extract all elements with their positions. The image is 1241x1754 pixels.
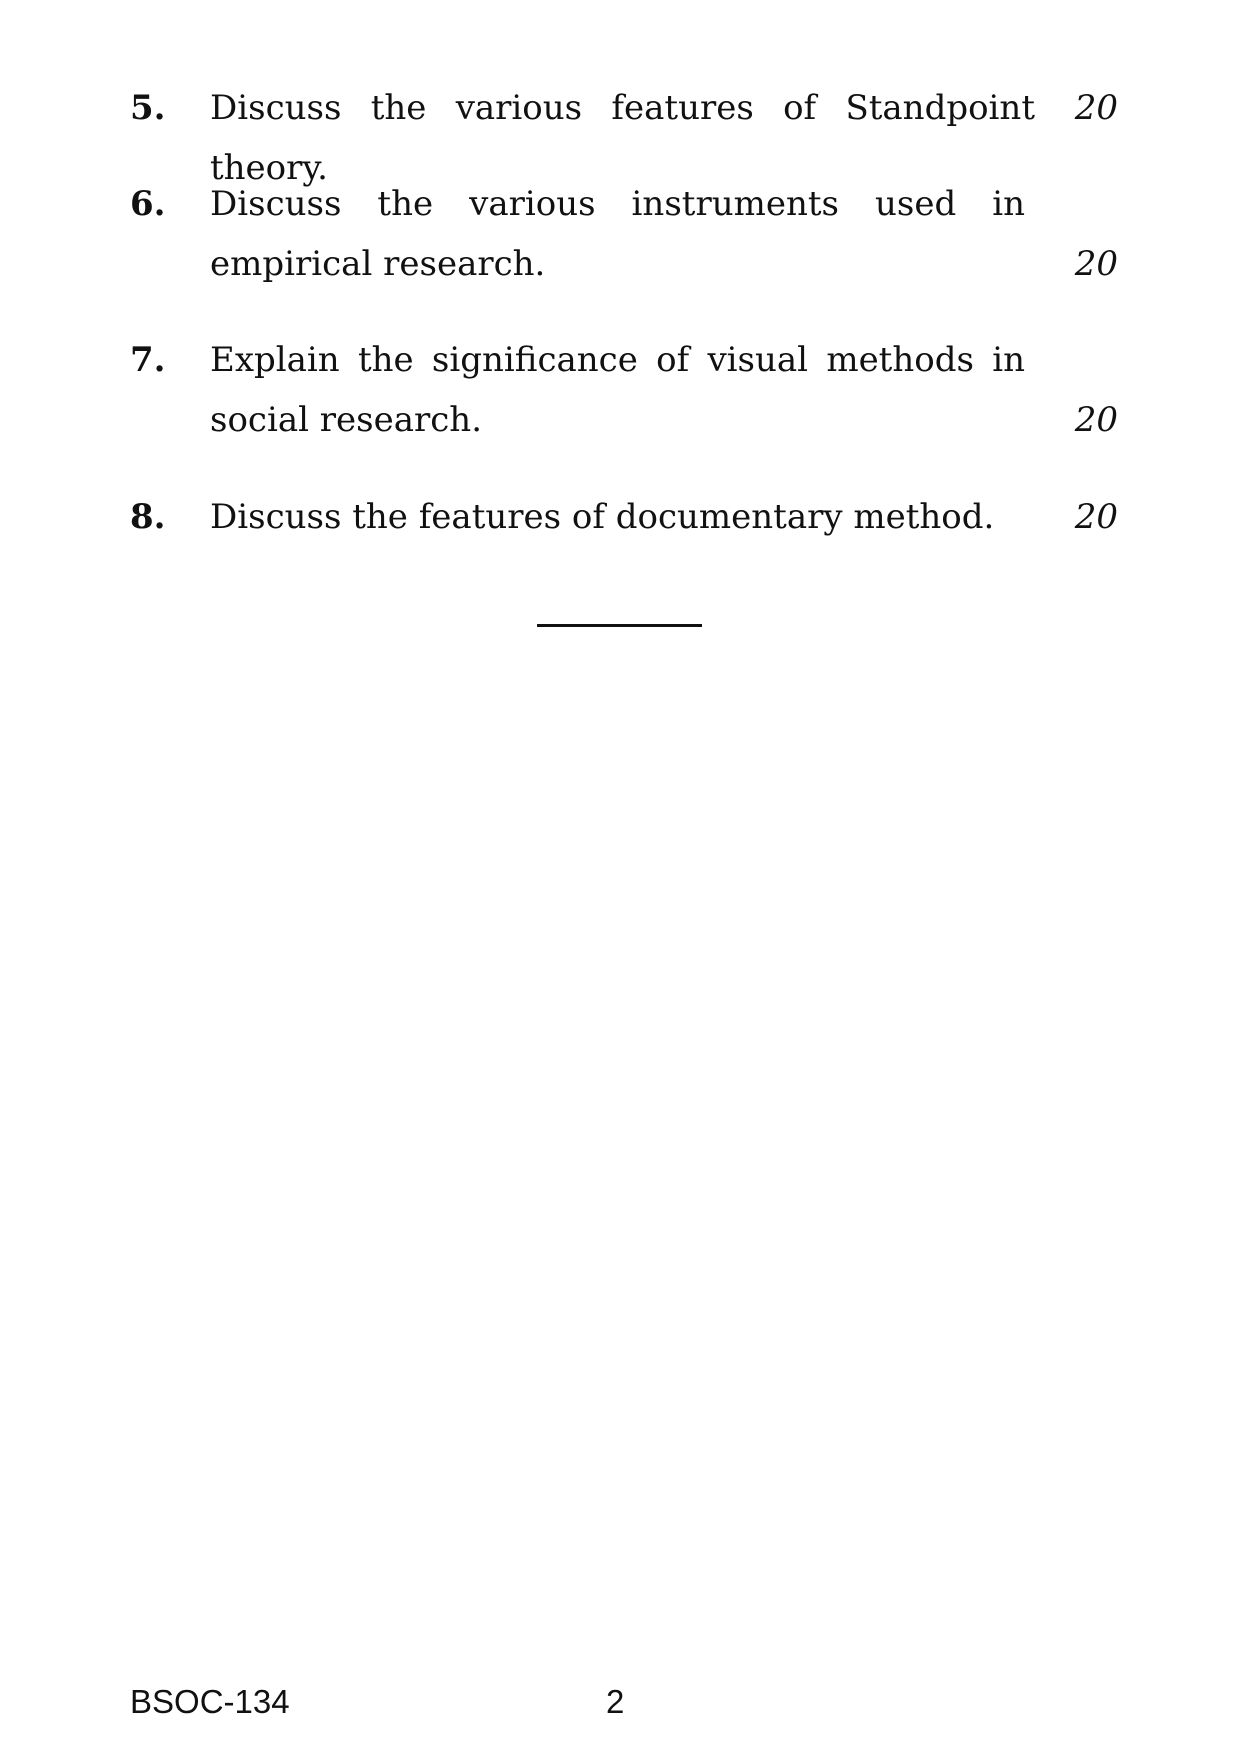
question-line: Discuss the various features of Standpoint theory. [210, 88, 1035, 188]
question-number: 5. [130, 88, 166, 128]
question-text [210, 330, 1025, 450]
question-line: social research. [210, 400, 482, 440]
question-number: 7. [130, 340, 166, 380]
page-number: 2 [606, 1683, 625, 1720]
question-marks: 20 [1074, 88, 1118, 128]
question-number: 8. [130, 497, 166, 537]
question-line: Explain the significance of visual methods in [210, 340, 1025, 380]
course-code: BSOC-134 [130, 1683, 290, 1720]
question-line: Discuss the features of documentary method. [210, 497, 995, 537]
end-divider [537, 624, 702, 627]
question-marks: 20 [1074, 400, 1118, 440]
question-line: Discuss the various instruments used in [210, 184, 1025, 224]
question-text [210, 487, 1035, 547]
question-line: empirical research. [210, 244, 546, 284]
question-number: 6. [130, 184, 166, 224]
question-text [210, 174, 1025, 294]
question-marks: 20 [1074, 244, 1118, 284]
question-marks: 20 [1074, 497, 1118, 537]
